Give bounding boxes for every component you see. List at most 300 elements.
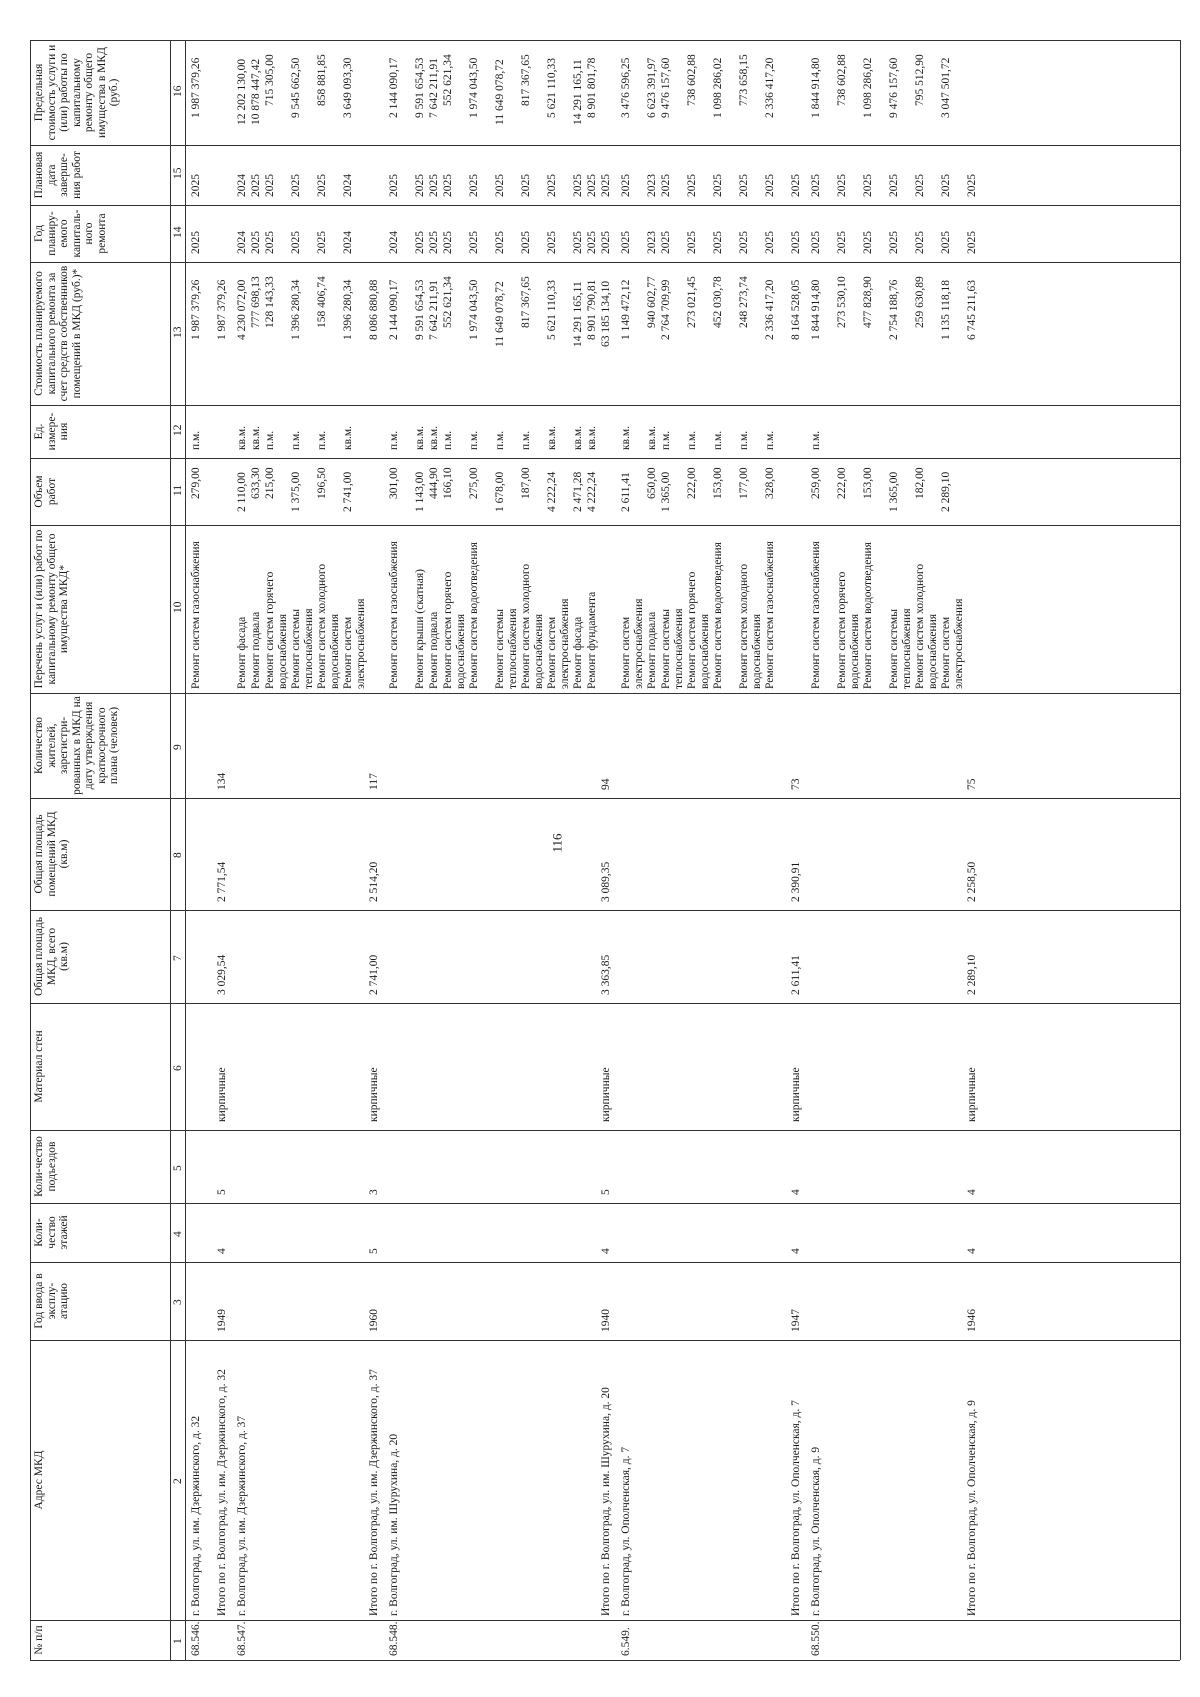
cell-col-6: кирпичные <box>790 1067 802 1122</box>
column-number-12: 12 <box>172 424 184 436</box>
cell-col-14: 2025 <box>250 231 262 254</box>
cell-col-15: 2025 <box>620 174 632 197</box>
column-number-4: 4 <box>172 1230 184 1237</box>
cell-col-7: 2 289,10 <box>966 954 978 995</box>
cell-col-15: 2025 <box>586 174 598 197</box>
cell-col-16: 3 047 501,72 <box>940 58 952 119</box>
column-number-7: 7 <box>172 954 184 961</box>
cell-col-13: 777 698,13 <box>250 276 262 328</box>
cell-col-10: Ремонт систем холодного водоснабжения <box>316 563 341 689</box>
grid-line <box>30 693 1180 694</box>
cell-col-11: 650,00 <box>646 467 658 500</box>
cell-col-8: 3 089,35 <box>600 861 612 902</box>
cell-col-10: Ремонт систем холодного водоснабжения <box>914 563 939 689</box>
cell-col-10: Ремонт систем газоснабжения <box>764 541 776 689</box>
cell-col-10: Ремонт систем электроснабжения <box>620 598 645 689</box>
grid-line <box>30 458 1180 459</box>
cell-col-12: кв.м. <box>646 425 658 450</box>
cell-col-14: 2025 <box>520 231 532 254</box>
cell-col-11: 1 365,00 <box>660 471 672 512</box>
cell-col-13: 552 621,34 <box>442 276 454 328</box>
cell-col-16: 2 336 417,20 <box>764 58 776 119</box>
cell-col-14: 2025 <box>914 231 926 254</box>
cell-col-5: 4 <box>966 1189 978 1195</box>
cell-col-12: кв.м. <box>572 425 584 450</box>
cell-col-14: 2025 <box>428 231 440 254</box>
cell-col-13: 5 621 110,33 <box>546 280 558 341</box>
column-number-16: 16 <box>172 85 184 97</box>
cell-col-14: 2025 <box>586 231 598 254</box>
cell-col-15: 2025 <box>836 174 848 197</box>
cell-col-11: 2 611,41 <box>620 471 632 512</box>
column-number-13: 13 <box>172 326 184 338</box>
header-col-3: Год ввода в эксплу-атацию <box>33 1273 70 1329</box>
cell-col-10: Ремонт систем горячего водоснабжения <box>836 571 861 689</box>
column-number-14: 14 <box>172 226 184 238</box>
cell-col-14: 2025 <box>600 231 612 254</box>
cell-col-15: 2025 <box>966 174 978 197</box>
cell-col-13: 273 021,45 <box>686 276 698 328</box>
cell-col-12: п.м. <box>264 430 276 450</box>
cell-col-12: кв.м. <box>546 425 558 450</box>
cell-col-11: 222,00 <box>836 467 848 500</box>
grid-line <box>30 405 1180 406</box>
cell-col-14: 2025 <box>940 231 952 254</box>
cell-col-3: 1946 <box>966 1309 978 1332</box>
cell-col-11: 2 741,00 <box>342 471 354 512</box>
cell-col-4: 4 <box>600 1248 612 1254</box>
grid-line <box>170 40 171 1660</box>
cell-col-2: г. Волгоград, ул. им. Дзержинского, д. 37 <box>236 1415 248 1616</box>
cell-col-14: 2025 <box>966 231 978 254</box>
cell-col-3: 1940 <box>600 1309 612 1332</box>
cell-col-13: 1 135 118,18 <box>940 280 952 341</box>
column-number-11: 11 <box>172 484 184 496</box>
cell-col-11: 4 222,24 <box>546 471 558 512</box>
cell-col-12: п.м. <box>686 430 698 450</box>
cell-col-13: 1 844 914,80 <box>810 280 822 341</box>
cell-col-13: 9 591 654,53 <box>414 280 426 341</box>
cell-col-14: 2025 <box>442 231 454 254</box>
cell-col-2: г. Волгоград, ул. Ополченская, д. 9 <box>810 1446 822 1616</box>
cell-col-2: Итого по г. Волгоград, ул. Ополченская, д. 7 <box>790 1400 802 1616</box>
cell-col-16: 817 367,65 <box>520 54 532 106</box>
cell-col-16: 2 144 090,17 <box>388 58 400 119</box>
cell-col-9: 75 <box>966 778 978 790</box>
cell-col-13: 8 086 880,88 <box>368 280 380 341</box>
cell-col-14: 2024 <box>342 231 354 254</box>
cell-col-13: 4 230 072,00 <box>236 280 248 341</box>
cell-col-4: 5 <box>368 1248 380 1254</box>
cell-col-11: 177,00 <box>738 467 750 500</box>
cell-col-1: 68.547. <box>236 1621 248 1656</box>
cell-col-15: 2025 <box>546 174 558 197</box>
cell-col-13: 8 164 528,05 <box>790 280 802 341</box>
cell-col-15: 2025 <box>738 174 750 197</box>
cell-col-16: 715 305,00 <box>264 54 276 106</box>
cell-col-5: 5 <box>600 1189 612 1195</box>
header-col-9: Количество жителей, зарегистри-рованных в МКД на дату утверждения краткосрочного плана (человек) <box>33 696 120 795</box>
cell-col-14: 2025 <box>738 231 750 254</box>
cell-col-12: кв.м. <box>620 425 632 450</box>
cell-col-15: 2025 <box>712 174 724 197</box>
cell-col-3: 1947 <box>790 1309 802 1332</box>
cell-col-13: 248 273,74 <box>738 276 750 328</box>
cell-col-15: 2025 <box>290 174 302 197</box>
cell-col-15: 2025 <box>686 174 698 197</box>
cell-col-16: 795 512,90 <box>914 54 926 106</box>
cell-col-12: кв.м. <box>586 425 598 450</box>
cell-col-2: Итого по г. Волгоград, ул. Ополченская, д. 9 <box>966 1400 978 1616</box>
cell-col-10: Ремонт подвала <box>646 611 658 689</box>
cell-col-16: 10 878 447,42 <box>250 58 262 125</box>
cell-col-13: 158 406,74 <box>316 276 328 328</box>
header-col-10: Перечень услуг и (или) работ по капитальному ремонту общего имущества МКД* <box>33 529 70 689</box>
cell-col-10: Ремонт систем газоснабжения <box>190 541 202 689</box>
cell-col-15: 2025 <box>442 174 454 197</box>
cell-col-12: п.м. <box>316 430 328 450</box>
cell-col-15: 2025 <box>414 174 426 197</box>
cell-col-11: 328,00 <box>764 467 776 500</box>
cell-col-13: 940 602,77 <box>646 276 658 328</box>
cell-col-10: Ремонт систем электроснабжения <box>940 598 965 689</box>
cell-col-16: 738 602,88 <box>836 54 848 106</box>
cell-col-16: 9 545 662,50 <box>290 58 302 119</box>
cell-col-14: 2025 <box>764 231 776 254</box>
cell-col-7: 3 363,85 <box>600 954 612 995</box>
column-number-2: 2 <box>172 1478 184 1484</box>
cell-col-16: 9 476 157,60 <box>888 58 900 119</box>
header-col-13: Стоимость планируемого капитального ремонта за счет средств собственников помещений в МКД (руб.)* <box>33 265 83 402</box>
cell-col-14: 2025 <box>810 231 822 254</box>
cell-col-14: 2025 <box>414 231 426 254</box>
cell-col-16: 1 098 286,02 <box>862 58 874 119</box>
cell-col-11: 196,50 <box>316 467 328 500</box>
cell-col-14: 2025 <box>546 231 558 254</box>
cell-col-8: 2 771,54 <box>216 861 228 902</box>
cell-col-14: 2025 <box>862 231 874 254</box>
cell-col-12: п.м. <box>190 430 202 450</box>
cell-col-11: 1 365,00 <box>888 471 900 512</box>
cell-col-16: 1 098 286,02 <box>712 58 724 119</box>
cell-col-11: 153,00 <box>862 467 874 500</box>
cell-col-11: 222,00 <box>686 467 698 500</box>
cell-col-13: 2 144 090,17 <box>388 280 400 341</box>
cell-col-13: 817 367,65 <box>520 276 532 328</box>
cell-col-13: 452 030,78 <box>712 276 724 328</box>
cell-col-8: 2 514,20 <box>368 861 380 902</box>
grid-line <box>30 910 1180 911</box>
cell-col-2: Итого по г. Волгоград, ул. им. Шурухина, д. 20 <box>600 1387 612 1616</box>
cell-col-10: Ремонт системы теплоснабжения <box>290 608 315 689</box>
cell-col-14: 2025 <box>494 231 506 254</box>
cell-col-11: 4 222,24 <box>586 471 598 512</box>
cell-col-14: 2025 <box>316 231 328 254</box>
cell-col-15: 2025 <box>264 174 276 197</box>
cell-col-16: 9 591 654,53 <box>414 58 426 119</box>
grid-line <box>30 1203 1180 1204</box>
cell-col-4: 4 <box>216 1248 228 1254</box>
grid-line <box>30 1340 1180 1341</box>
cell-col-11: 279,00 <box>190 467 202 500</box>
header-col-5: Коли-чество подъездов <box>33 1136 58 1197</box>
cell-col-10: Ремонт подвала <box>428 611 440 689</box>
cell-col-10: Ремонт систем электроснабжения <box>342 598 367 689</box>
page-number: 116 <box>549 833 565 853</box>
cell-col-16: 1 844 914,80 <box>810 58 822 119</box>
cell-col-14: 2025 <box>290 231 302 254</box>
cell-col-1: 68.546. <box>190 1621 202 1656</box>
grid-line <box>30 205 1180 206</box>
cell-col-10: Ремонт систем электроснабжения <box>546 598 571 689</box>
cell-col-11: 1 375,00 <box>290 471 302 512</box>
grid-line <box>30 40 31 1660</box>
cell-col-2: Итого по г. Волгоград, ул. им. Дзержинского, д. 37 <box>368 1369 380 1616</box>
cell-col-14: 2025 <box>712 231 724 254</box>
cell-col-2: Итого по г. Волгоград, ул. им. Дзержинского, д. 32 <box>216 1369 228 1616</box>
cell-col-16: 7 642 211,91 <box>428 58 440 119</box>
cell-col-10: Ремонт крыши (скатная) <box>414 569 426 689</box>
cell-col-11: 2 289,10 <box>940 471 952 512</box>
grid-line <box>30 1130 1180 1131</box>
cell-col-12: п.м. <box>494 430 506 450</box>
cell-col-13: 14 291 165,11 <box>572 280 584 347</box>
cell-col-3: 1949 <box>216 1309 228 1332</box>
cell-col-15: 2024 <box>342 174 354 197</box>
column-number-10: 10 <box>172 601 184 613</box>
grid-line <box>1180 40 1181 1660</box>
cell-col-13: 273 530,10 <box>836 276 848 328</box>
cell-col-16: 3 649 093,30 <box>342 58 354 119</box>
cell-col-6: кирпичные <box>966 1067 978 1122</box>
cell-col-13: 2 336 417,20 <box>764 280 776 341</box>
cell-col-10: Ремонт систем газоснабжения <box>810 541 822 689</box>
column-number-9: 9 <box>172 743 184 750</box>
cell-col-12: п.м. <box>764 430 776 450</box>
header-col-6: Материал стен <box>33 1030 45 1103</box>
grid-line <box>30 1262 1180 1263</box>
cell-col-10: Ремонт систем водоотведения <box>712 542 724 689</box>
cell-col-7: 2 741,00 <box>368 954 380 995</box>
cell-col-14: 2023 <box>646 231 658 254</box>
cell-col-15: 2025 <box>790 174 802 197</box>
cell-col-12: п.м. <box>810 430 822 450</box>
header-col-2: Адрес МКД <box>33 1450 45 1510</box>
cell-col-11: 2 471,28 <box>572 471 584 512</box>
header-col-16: Предельная стоимость услуги и (или) работы по капитальному ремонту общего имущества в МКД (руб.) <box>33 44 120 141</box>
cell-col-10: Ремонт системы теплоснабжения <box>660 608 685 689</box>
header-col-15: Плановая дата заверше-ния работ <box>33 151 83 199</box>
cell-col-11: 153,00 <box>712 467 724 500</box>
column-number-1: 1 <box>172 1638 184 1644</box>
cell-col-15: 2025 <box>520 174 532 197</box>
grid-line <box>30 1620 1180 1621</box>
grid-line <box>30 1660 1180 1661</box>
cell-col-4: 4 <box>790 1248 802 1254</box>
cell-col-1: 68.550. <box>810 1621 822 1656</box>
cell-col-2: г. Волгоград, ул. Ополченская, д. 7 <box>620 1446 632 1616</box>
cell-col-14: 2025 <box>468 231 480 254</box>
cell-col-10: Ремонт систем горячего водоснабжения <box>442 571 467 689</box>
cell-col-15: 2025 <box>940 174 952 197</box>
cell-col-16: 858 881,85 <box>316 54 328 106</box>
column-number-6: 6 <box>172 1064 184 1071</box>
grid-line <box>30 1003 1180 1004</box>
cell-col-11: 633,30 <box>250 467 262 500</box>
cell-col-14: 2025 <box>888 231 900 254</box>
cell-col-5: 3 <box>368 1189 380 1195</box>
column-number-15: 15 <box>172 167 184 179</box>
column-number-8: 8 <box>172 852 184 858</box>
cell-col-11: 275,00 <box>468 467 480 500</box>
cell-col-16: 6 623 391,97 <box>646 58 658 119</box>
cell-col-12: п.м. <box>660 430 672 450</box>
cell-col-14: 2025 <box>190 231 202 254</box>
cell-col-12: кв.м. <box>414 425 426 450</box>
cell-col-16: 738 602,88 <box>686 54 698 106</box>
cell-col-15: 2025 <box>388 174 400 197</box>
cell-col-14: 2025 <box>836 231 848 254</box>
cell-col-13: 6 745 211,63 <box>966 280 978 341</box>
cell-col-10: Ремонт систем горячего водоснабжения <box>264 571 289 689</box>
cell-col-11: 301,00 <box>388 467 400 500</box>
cell-col-12: п.м. <box>442 430 454 450</box>
cell-col-15: 2025 <box>572 174 584 197</box>
cell-col-14: 2025 <box>660 231 672 254</box>
cell-col-13: 2 754 188,76 <box>888 280 900 341</box>
cell-col-10: Ремонт систем водоотведения <box>468 542 480 689</box>
header-col-4: Коли-чество этажей <box>33 1215 70 1250</box>
cell-col-13: 2 764 709,99 <box>660 280 672 341</box>
cell-col-15: 2025 <box>862 174 874 197</box>
cell-col-3: 1960 <box>368 1309 380 1332</box>
cell-col-10: Ремонт фундамента <box>586 591 598 689</box>
cell-col-13: 63 185 134,10 <box>600 280 612 347</box>
cell-col-11: 259,00 <box>810 467 822 500</box>
cell-col-15: 2025 <box>250 174 262 197</box>
cell-col-13: 1 987 379,26 <box>216 280 228 341</box>
cell-col-12: кв.м. <box>342 425 354 450</box>
cell-col-12: п.м. <box>290 430 302 450</box>
cell-col-11: 182,00 <box>914 467 926 500</box>
column-number-3: 3 <box>172 1299 184 1305</box>
cell-col-1: 6.549. <box>620 1627 632 1656</box>
cell-col-14: 2025 <box>790 231 802 254</box>
grid-line <box>30 262 1180 263</box>
cell-col-16: 552 621,34 <box>442 54 454 106</box>
cell-col-11: 2 110,00 <box>236 471 248 512</box>
cell-col-10: Ремонт системы теплоснабжения <box>494 608 519 689</box>
cell-col-13: 7 642 211,91 <box>428 280 440 341</box>
cell-col-16: 8 901 801,78 <box>586 58 598 119</box>
cell-col-14: 2024 <box>388 231 400 254</box>
cell-col-14: 2025 <box>264 231 276 254</box>
cell-col-12: кв.м. <box>428 425 440 450</box>
cell-col-15: 2025 <box>660 174 672 197</box>
cell-col-15: 2025 <box>428 174 440 197</box>
cell-col-13: 128 143,33 <box>264 276 276 328</box>
cell-col-5: 4 <box>790 1189 802 1195</box>
cell-col-16: 14 291 165,11 <box>572 58 584 125</box>
cell-col-16: 1 974 043,50 <box>468 58 480 119</box>
cell-col-14: 2025 <box>620 231 632 254</box>
cell-col-13: 8 901 790,81 <box>586 280 598 341</box>
cell-col-12: п.м. <box>738 430 750 450</box>
cell-col-2: г. Волгоград, ул. им. Шурухина, д. 20 <box>388 1433 400 1616</box>
cell-col-15: 2025 <box>316 174 328 197</box>
cell-col-15: 2025 <box>914 174 926 197</box>
cell-col-10: Ремонт систем водоотведения <box>862 542 874 689</box>
cell-col-9: 94 <box>600 778 612 790</box>
cell-col-16: 9 476 157,60 <box>660 58 672 119</box>
cell-col-14: 2024 <box>236 231 248 254</box>
cell-col-15: 2024 <box>236 174 248 197</box>
cell-col-15: 2023 <box>646 174 658 197</box>
cell-col-11: 1 143,00 <box>414 471 426 512</box>
cell-col-13: 259 630,89 <box>914 276 926 328</box>
cell-col-8: 2 258,50 <box>966 861 978 902</box>
cell-col-11: 1 678,00 <box>494 471 506 512</box>
cell-col-13: 1 396 280,34 <box>342 280 354 341</box>
cell-col-16: 3 476 596,25 <box>620 58 632 119</box>
cell-col-6: кирпичные <box>216 1067 228 1122</box>
cell-col-11: 166,10 <box>442 467 454 500</box>
cell-col-12: п.м. <box>468 430 480 450</box>
cell-col-10: Ремонт подвала <box>250 611 262 689</box>
cell-col-6: кирпичные <box>368 1067 380 1122</box>
cell-col-13: 1 396 280,34 <box>290 280 302 341</box>
cell-col-4: 4 <box>966 1248 978 1254</box>
cell-col-14: 2025 <box>572 231 584 254</box>
cell-col-16: 773 658,15 <box>738 54 750 106</box>
cell-col-5: 5 <box>216 1189 228 1195</box>
cell-col-16: 12 202 130,00 <box>236 58 248 125</box>
cell-col-16: 1 987 379,26 <box>190 58 202 119</box>
cell-col-2: г. Волгоград, ул. им. Дзержинского, д. 32 <box>190 1415 202 1616</box>
cell-col-13: 1 987 379,26 <box>190 280 202 341</box>
cell-col-9: 73 <box>790 778 802 790</box>
cell-col-10: Ремонт систем холодного водоснабжения <box>738 563 763 689</box>
cell-col-11: 215,00 <box>264 467 276 500</box>
cell-col-10: Ремонт систем холодного водоснабжения <box>520 563 545 689</box>
cell-col-12: п.м. <box>712 430 724 450</box>
grid-line <box>30 40 1180 41</box>
cell-col-10: Ремонт системы теплоснабжения <box>888 608 913 689</box>
cell-col-15: 2025 <box>494 174 506 197</box>
header-col-1: № п/п <box>33 1625 45 1655</box>
cell-col-6: кирпичные <box>600 1067 612 1122</box>
header-col-14: Год планиру-емого капиталь-ного ремонта <box>33 209 108 258</box>
cell-col-14: 2025 <box>686 231 698 254</box>
cell-col-10: Ремонт систем газоснабжения <box>388 541 400 689</box>
grid-line <box>30 798 1180 799</box>
cell-col-7: 3 029,54 <box>216 954 228 995</box>
cell-col-10: Ремонт фасада <box>572 616 584 689</box>
cell-col-13: 11 649 078,72 <box>494 280 506 347</box>
cell-col-12: кв.м. <box>250 425 262 450</box>
header-col-11: Объем работ <box>33 475 58 508</box>
cell-col-15: 2025 <box>764 174 776 197</box>
cell-col-15: 2025 <box>810 174 822 197</box>
cell-col-15: 2025 <box>888 174 900 197</box>
header-col-8: Общая площадь помещений МКД (кв.м) <box>33 811 70 897</box>
cell-col-13: 1 974 043,50 <box>468 280 480 341</box>
grid-line <box>185 40 186 1660</box>
header-col-12: Ед. измере-ния <box>33 412 70 451</box>
grid-line <box>30 525 1180 526</box>
cell-col-13: 1 149 472,12 <box>620 280 632 341</box>
cell-col-15: 2025 <box>190 174 202 197</box>
